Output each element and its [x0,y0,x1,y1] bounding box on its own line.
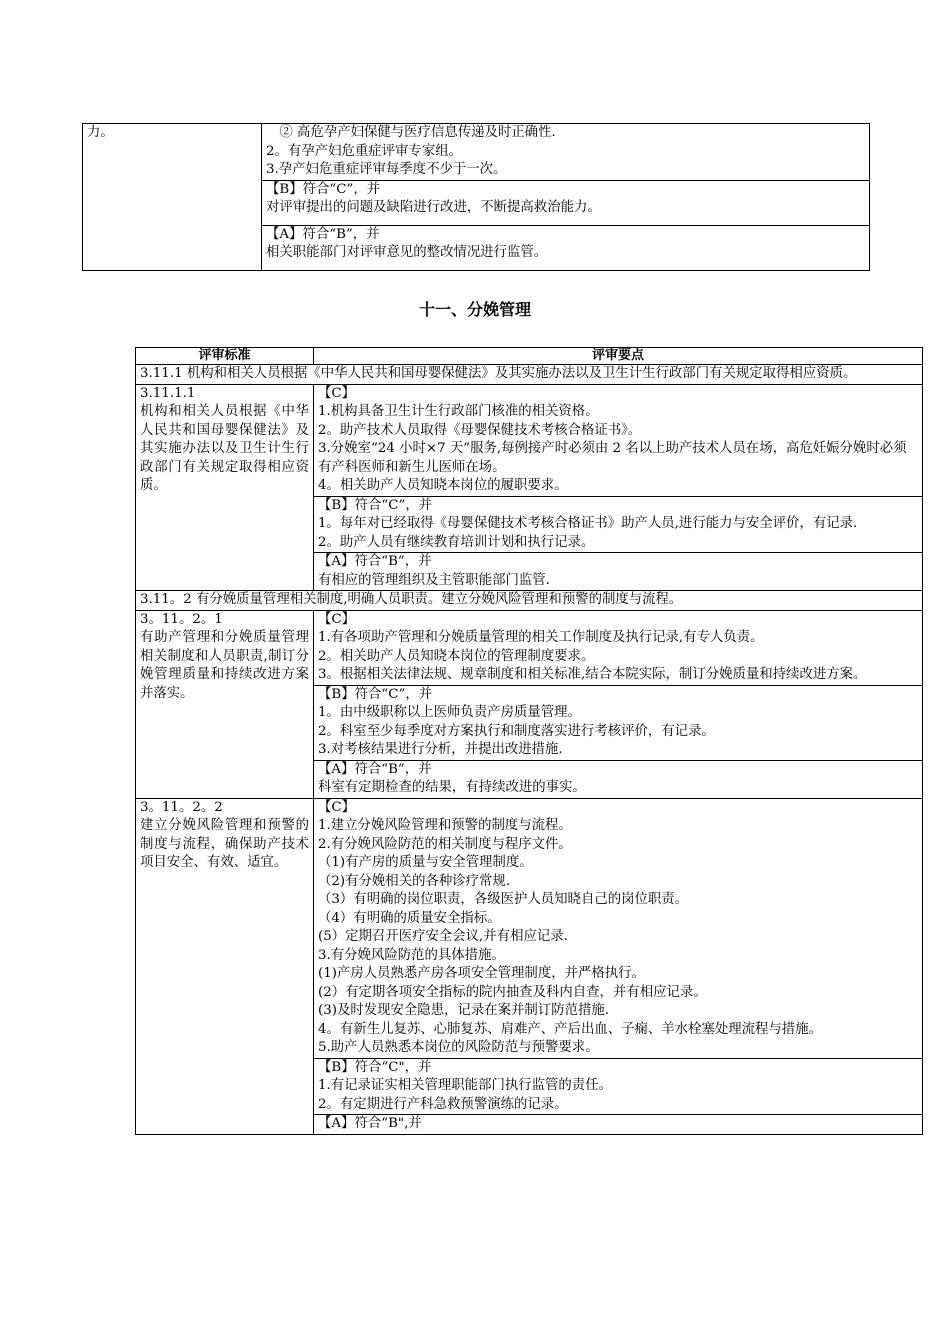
top-row-1 [262,124,870,181]
point-line: 1.建立分娩风险管理和预警的制度与流程。 [318,818,572,833]
points-cell [314,384,923,496]
point-line: 2。助产技术人员取得《母婴保健技术考核合格证书》。 [318,422,642,438]
point-line: 【C】 [318,385,356,401]
point-line: 【B】符合“C”，并 [318,497,433,513]
point-line: 【A】符合“B”，并 [318,554,432,569]
point-line: （3）有明确的岗位职责，各级医护人员知晓自己的岗位职责。 [318,892,689,907]
points-cell [314,553,923,591]
group-heading-text: 3.11.1 机构和相关人员根据《中华人民共和国母婴保健法》及其实施办法以及卫生计生行政部门有关规定取得相应资质。 [140,366,857,381]
standard-cell [136,384,314,591]
point-line: 4。有新生儿复苏、心肺复苏、肩难产、产后出血、子痫、羊水栓塞处理流程与措施。 [318,1021,822,1037]
points-cell [314,1058,923,1115]
cell-text: 力。 [87,125,114,140]
point-line: 2.有分娩风险防范的相关制度与程序文件。 [318,836,572,852]
top-row-3 [262,225,870,270]
main-table [135,347,923,1135]
cell-line: 3.孕产妇危重症评审每季度不少于一次。 [266,162,507,177]
cell-line: 对评审提出的问题及缺陷进行改进，不断提高救治能力。 [266,200,601,215]
point-line: (2）有定期各项安全指标的院内抽查及科内自查，并有相应记录。 [318,984,707,1000]
header-points: 评审要点 [314,348,923,365]
point-line: 1.有记录证实相关管理职能部门执行监管的责任。 [318,1078,612,1093]
point-line: (1)产房人员熟悉产房各项安全管理制度，并严格执行。 [318,966,645,981]
point-line: 5.助产人员熟悉本岗位的风险防范与预警要求。 [318,1040,599,1055]
standard-text: 3.11.1.1 机构和相关人员根据《中华人民共和国母婴保健法》及其实施办法以及卫生计生行政部门有关规定取得相应资质。 [140,385,309,493]
point-line: 1.有各项助产管理和分娩质量管理的相关工作制度及执行记录,有专人负责。 [318,630,764,645]
points-cell [314,760,923,798]
point-line: 1。由中级职称以上医师负责产房质量管理。 [318,705,581,720]
group-heading-text: 3.11。2 有分娩质量管理相关制度,明确人员职责。建立分娩风险管理和预警的制度与流程。 [140,592,683,607]
standard-cell [136,610,314,798]
points-cell [314,685,923,760]
standard-text: 3。11。2。2 建立分娩风险管理和预警的制度与流程，确保助产技术项目安全、有效、适宜。 [140,799,309,870]
cell-line: 相关职能部门对评审意见的整改情况进行监管。 [266,245,548,260]
standard-cell [136,798,314,1134]
point-line: 【A】符合“B",并 [318,1116,422,1131]
point-line: 【B】符合“C"，并 [318,1059,432,1075]
point-line: 3.分娩室“24 小时×7 天”服务,每例接产时必须由 2 名以上助产技术人员在场，高危妊娠分娩时必须有产科医师和新生儿医师在场。 [318,441,907,475]
point-line: 2。科室至少每季度对方案执行和制度落实进行考核评价，有记录。 [318,723,715,739]
point-line: （2)有分娩相关的各种诊疗常规. [318,873,511,889]
point-line: 3。根据相关法律法规、规章制度和相关标准,结合本院实际，制订分娩质量和持续改进方案。 [318,667,867,682]
cell-line: 2。有孕产妇危重症评审专家组。 [266,143,462,159]
top-row-2 [262,180,870,225]
top-table [82,123,870,271]
points-cell [314,610,923,685]
point-line: 2。助产人员有继续教育培训计划和执行记录。 [318,534,595,550]
cell-line: ② 高危孕产妇保健与医疗信息传递及时正确性. [266,125,556,140]
standard-text: 3。11。2。1 有助产管理和分娩质量管理相关制度和人员职责,制订分娩管理质量和持续改进方案并落实。 [140,611,309,701]
points-cell [314,1115,923,1135]
group-heading [136,365,923,385]
group-heading [136,591,923,611]
top-left-cell [83,124,262,271]
point-line: 【A】符合“B”，并 [318,761,432,777]
point-line: 2。有定期进行产科急救预警演练的记录。 [318,1096,568,1112]
point-line: 4。相关助产人员知晓本岗位的履职要求。 [318,478,568,493]
point-line: 有相应的管理组织及主管职能部门监管. [318,572,550,588]
point-line: (3)及时发现安全隐患，记录在案并制订防范措施. [318,1003,610,1018]
point-line: 【C】 [318,799,356,815]
point-line: 1.机构具备卫生计生行政部门核准的相关资格。 [318,404,599,419]
section-title: 十一、分娩管理 [418,300,531,319]
point-line: 3.对考核结果进行分析，并提出改进措施. [318,742,563,757]
point-line: 3.有分娩风险防范的具体措施。 [318,947,505,963]
point-line: （1)有产房的质量与安全管理制度。 [318,855,533,870]
points-cell [314,496,923,553]
point-line: （4）有明确的质量安全指标。 [318,910,501,926]
point-line: 【C】 [318,611,356,627]
header-standard: 评审标准 [136,348,314,365]
point-line: 科室有定期检查的结果，有持续改进的事实。 [318,780,586,795]
point-line: 2。相关助产人员知晓本岗位的管理制度要求。 [318,648,595,664]
point-line: (5）定期召开医疗安全会议,并有相应记录. [318,929,568,944]
points-cell [314,798,923,1058]
point-line: 1。每年对已经取得《母婴保健技术考核合格证书》助产人员,进行能力与安全评价，有记录. [318,516,858,531]
point-line: 【B】符合“C”，并 [318,686,433,702]
cell-line: 【A】符合“B”，并 [266,226,380,242]
cell-line: 【B】符合“C”，并 [266,181,381,197]
